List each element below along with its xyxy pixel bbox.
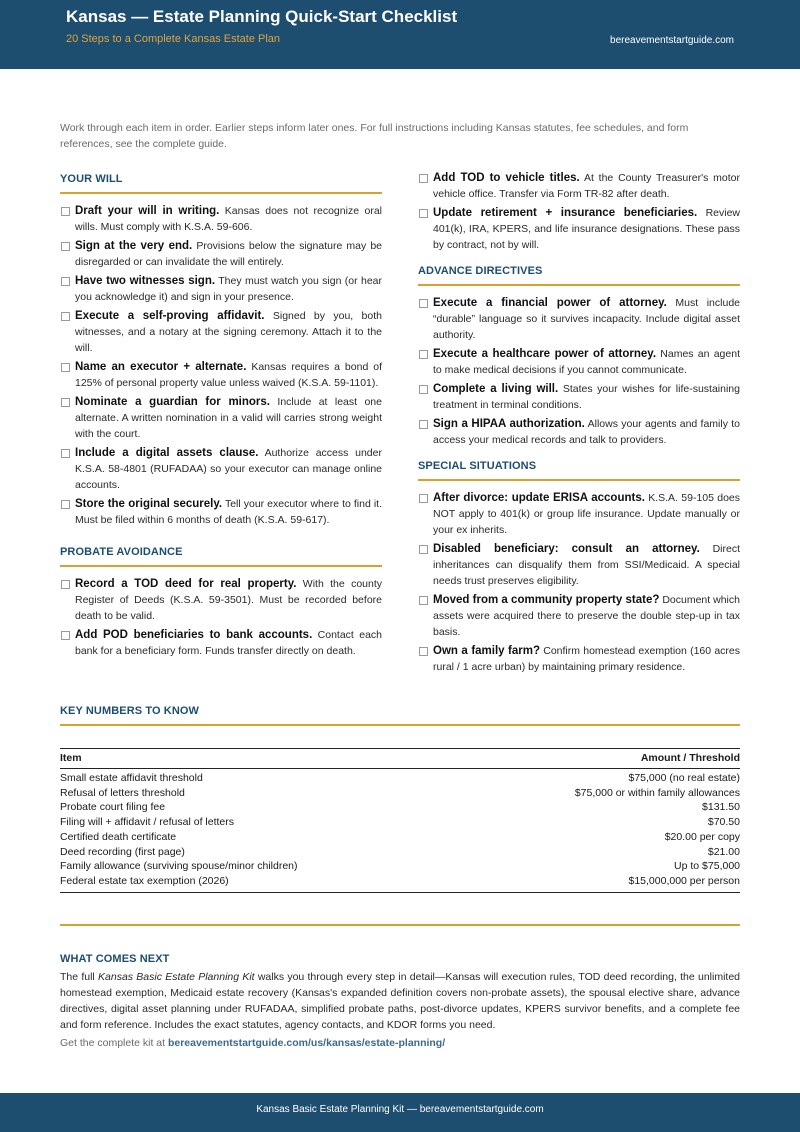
checklist-item-text: Confirm homestead exemption (160 acres rural / 1 acre urban) by maintaining primary residence. bbox=[433, 645, 740, 673]
intro-text: Work through each item in order. Earlier steps inform later ones. For full instructions including Kansas statutes, fee schedules, and form references, see the complete guide. bbox=[60, 122, 689, 150]
checklist-item-title: Execute a financial power of attorney. bbox=[433, 297, 667, 309]
checkbox[interactable] bbox=[61, 500, 70, 509]
checkbox[interactable] bbox=[61, 242, 70, 251]
checklist-item-text: With the county Register of Deeds (K.S.A. 59-3501). Must be recorded before death to be valid. bbox=[75, 578, 382, 622]
checklist-item-text: Must include “durable” language so it survives incapacity. Include digital asset authority. bbox=[433, 297, 741, 341]
right-column bbox=[418, 170, 740, 678]
checkbox[interactable] bbox=[419, 647, 428, 656]
checkbox[interactable] bbox=[419, 299, 428, 308]
checklist-item-title: Store the original securely. bbox=[75, 498, 223, 510]
checklist-item-title: Own a family farm? bbox=[433, 645, 541, 657]
section-divider bbox=[60, 724, 740, 726]
table-cell-item: Federal estate tax exemption (2026) bbox=[60, 874, 229, 887]
will-list bbox=[60, 203, 382, 528]
table-body bbox=[60, 769, 740, 893]
checklist-item bbox=[418, 643, 740, 675]
checklist-item bbox=[418, 346, 740, 378]
checklist-item-text: Kansas requires a bond of 125% of personal property value unless waived (K.S.A. 59-1101). bbox=[75, 361, 382, 389]
table-row bbox=[60, 815, 740, 830]
checklist-item-title: Name an executor + alternate. bbox=[75, 361, 247, 373]
checkbox[interactable] bbox=[419, 596, 428, 605]
checklist-item bbox=[60, 238, 382, 270]
checklist-item-title: Record a TOD deed for real property. bbox=[75, 578, 297, 590]
section-divider bbox=[60, 924, 740, 926]
section-heading-key-numbers: KEY NUMBERS TO KNOW bbox=[60, 705, 200, 717]
next-body bbox=[60, 969, 740, 1033]
table-cell-item: Deed recording (first page) bbox=[60, 845, 185, 858]
checklist-item bbox=[418, 295, 740, 343]
checkbox[interactable] bbox=[419, 174, 428, 183]
checklist-item-title: Have two witnesses sign. bbox=[75, 275, 216, 287]
probate-list-continued bbox=[418, 170, 740, 253]
checklist-item-text: They must watch you sign (or hear you acknowledge it) and sign in your presence. bbox=[75, 275, 383, 303]
checklist-item-title: Nominate a guardian for minors. bbox=[75, 396, 270, 408]
checklist-item-text: States your wishes for life-sustaining treatment in terminal conditions. bbox=[433, 383, 740, 411]
kit-name: Kansas Basic Estate Planning Kit bbox=[98, 971, 255, 983]
checkbox[interactable] bbox=[419, 209, 428, 218]
section-divider bbox=[60, 565, 382, 567]
advance-list bbox=[418, 295, 740, 448]
special-list bbox=[418, 490, 740, 675]
checkbox[interactable] bbox=[61, 398, 70, 407]
checkbox[interactable] bbox=[61, 631, 70, 640]
checklist-item-title: Draft your will in writing. bbox=[75, 205, 220, 217]
checkbox[interactable] bbox=[61, 312, 70, 321]
page-title: Kansas — Estate Planning Quick-Start Checklist bbox=[66, 7, 458, 26]
checkbox[interactable] bbox=[419, 420, 428, 429]
checklist-item-text: Contact each bank for a beneficiary form. Funds transfer directly on death. bbox=[75, 629, 382, 657]
checkbox[interactable] bbox=[419, 494, 428, 503]
checklist-item-title: After divorce: update ERISA accounts. bbox=[433, 492, 645, 504]
table-cell-amount: $70.50 bbox=[707, 816, 740, 829]
section-heading-advance: ADVANCE DIRECTIVES bbox=[418, 265, 543, 277]
checklist-item-text: Tell your executor where to find it. Must be filed within 6 months of death (K.S.A. 59-617). bbox=[75, 498, 382, 526]
table-cell-amount: $131.50 bbox=[702, 801, 740, 814]
column-header-amount: Amount / Threshold bbox=[640, 752, 740, 764]
footer-text: Kansas Basic Estate Planning Kit — bereavementstartguide.com bbox=[256, 1104, 544, 1115]
section-heading-special: SPECIAL SITUATIONS bbox=[418, 460, 537, 472]
table-row bbox=[60, 771, 740, 786]
checklist-item-text: At the County Treasurer's motor vehicle office. Transfer via Form TR-82 after death. bbox=[433, 172, 741, 200]
section-heading-next: WHAT COMES NEXT bbox=[60, 953, 170, 965]
checklist-item-text: Kansas does not recognize oral wills. Must comply with K.S.A. 59-606. bbox=[75, 205, 382, 233]
checklist-item bbox=[418, 490, 740, 538]
table-cell-item: Small estate affidavit threshold bbox=[60, 772, 203, 784]
key-numbers-table bbox=[60, 748, 740, 893]
table-row bbox=[60, 830, 740, 845]
checkbox[interactable] bbox=[61, 580, 70, 589]
checklist-item bbox=[60, 576, 382, 624]
checklist-item bbox=[60, 359, 382, 391]
checklist-item-title: Execute a self-proving affidavit. bbox=[75, 310, 265, 322]
checklist-item-text: K.S.A. 59-105 does NOT apply to 401(k) or group life insurance. Update manually or your ex inherits. bbox=[433, 492, 741, 536]
checklist-item bbox=[60, 308, 382, 356]
checklist-item bbox=[418, 205, 740, 253]
table-row bbox=[60, 800, 740, 815]
checklist-item bbox=[60, 627, 382, 659]
checklist-item-title: Execute a healthcare power of attorney. bbox=[433, 348, 657, 360]
checklist-item bbox=[60, 394, 382, 442]
checklist-item-text: Authorize access under K.S.A. 58-4801 (RUFADAA) so your executor can manage online accounts. bbox=[75, 447, 382, 491]
table-row bbox=[60, 874, 740, 889]
next-body-text: The full bbox=[60, 971, 99, 983]
table-cell-amount: $75,000 or within family allowances bbox=[574, 786, 740, 799]
cta-line bbox=[60, 1037, 740, 1049]
checkbox[interactable] bbox=[61, 207, 70, 216]
checkbox[interactable] bbox=[419, 350, 428, 359]
checklist-item bbox=[60, 203, 382, 235]
checklist-item bbox=[60, 496, 382, 528]
checklist-item-title: Update retirement + insurance beneficiaries. bbox=[433, 207, 698, 219]
left-column bbox=[60, 170, 382, 662]
checklist-item bbox=[60, 445, 382, 493]
table-header bbox=[60, 749, 740, 769]
checklist-item-title: Moved from a community property state? bbox=[433, 594, 660, 606]
table-cell-amount: $75,000 (no real estate) bbox=[628, 772, 740, 784]
section-heading-will: YOUR WILL bbox=[60, 173, 123, 185]
probate-list bbox=[60, 576, 382, 659]
checklist-item-text: Review 401(k), IRA, KPERS, and life insurance designations. These pass by contract, not by will. bbox=[433, 207, 740, 251]
page-footer bbox=[0, 1093, 800, 1132]
section-divider bbox=[418, 479, 740, 481]
checklist-item bbox=[60, 273, 382, 305]
header-site-link[interactable]: bereavementstartguide.com bbox=[610, 35, 734, 46]
checklist-item-text: Signed by you, both witnesses, and a notary at the signing ceremony. Attach it to the will. bbox=[75, 310, 382, 354]
table-cell-item: Certified death certificate bbox=[60, 830, 177, 843]
table-cell-item: Probate court filing fee bbox=[60, 801, 166, 814]
page-subtitle: 20 Steps to a Complete Kansas Estate Plan bbox=[66, 33, 281, 45]
checklist-item-text: Names an agent to make medical decisions if you cannot communicate. bbox=[433, 348, 740, 376]
checklist-item-text: Provisions below the signature may be disregarded or can invalidate the will entirely. bbox=[75, 240, 383, 268]
table-cell-item: Filing will + affidavit / refusal of letters bbox=[60, 816, 235, 829]
checklist-item-text: Document which assets were acquired there to preserve the double step-up in tax basis. bbox=[433, 594, 740, 638]
table-row bbox=[60, 859, 740, 874]
table-row bbox=[60, 845, 740, 860]
checklist-item-text: Allows your agents and family to access your medical records and talk to providers. bbox=[433, 418, 741, 446]
next-body-text: walks you through every step in detail—Kansas will execution rules, TOD deed recording, the unlimited homestead exemption, Medicaid estate recovery (Kansas's expanded definition covers non-probate assets), the spousal elective share, advance directives, digital asset planning under RUFADAA, simplified probate paths, post-divorce updates, KPERS survivor benefits, and a complete fee and form reference. Includes the exact statutes, agency contacts, and KDOR forms you need. bbox=[60, 971, 740, 1031]
checklist-item-title: Complete a living will. bbox=[433, 383, 559, 395]
checklist-item-text: Include at least one alternate. A written nomination in a valid will carries strong weight with the court. bbox=[75, 396, 382, 440]
checklist-item-title: Disabled beneficiary: consult an attorney. bbox=[433, 543, 700, 555]
cta-text: Get the complete kit at bbox=[60, 1037, 168, 1049]
table-cell-item: Family allowance (surviving spouse/minor children) bbox=[60, 860, 298, 873]
checklist-item-title: Sign at the very end. bbox=[75, 240, 193, 252]
section-divider bbox=[418, 284, 740, 286]
checklist-item-title: Add POD beneficiaries to bank accounts. bbox=[75, 629, 313, 641]
checklist-item bbox=[418, 381, 740, 413]
table-cell-amount: $20.00 per copy bbox=[664, 830, 740, 843]
page-header bbox=[0, 0, 800, 69]
checkbox[interactable] bbox=[61, 363, 70, 372]
kit-link[interactable]: bereavementstartguide.com/us/kansas/estate-planning/ bbox=[167, 1037, 446, 1049]
table-row bbox=[60, 786, 740, 801]
checklist-item-text: Direct inheritances can disqualify them from SSI/Medicaid. A special needs trust preserves eligibility. bbox=[433, 543, 740, 587]
checklist-item bbox=[418, 592, 740, 640]
column-header-item: Item bbox=[60, 752, 82, 764]
checklist-item-title: Sign a HIPAA authorization. bbox=[433, 418, 585, 430]
checklist-item-title: Include a digital assets clause. bbox=[75, 447, 259, 459]
checkbox[interactable] bbox=[419, 545, 428, 554]
checkbox[interactable] bbox=[419, 385, 428, 394]
checklist-item-title: Add TOD to vehicle titles. bbox=[433, 172, 580, 184]
key-numbers-section bbox=[60, 702, 740, 893]
checklist-item bbox=[418, 416, 740, 448]
checklist-item bbox=[418, 541, 740, 589]
table-cell-amount: $15,000,000 per person bbox=[628, 874, 740, 887]
section-divider bbox=[60, 192, 382, 194]
checklist-item bbox=[418, 170, 740, 202]
table-cell-amount: $21.00 bbox=[707, 845, 740, 858]
checkbox[interactable] bbox=[61, 277, 70, 286]
section-heading-probate: PROBATE AVOIDANCE bbox=[60, 546, 183, 558]
what-comes-next-section bbox=[60, 950, 740, 1049]
table-cell-amount: Up to $75,000 bbox=[674, 860, 740, 873]
table-cell-item: Refusal of letters threshold bbox=[60, 786, 185, 799]
checkbox[interactable] bbox=[61, 449, 70, 458]
